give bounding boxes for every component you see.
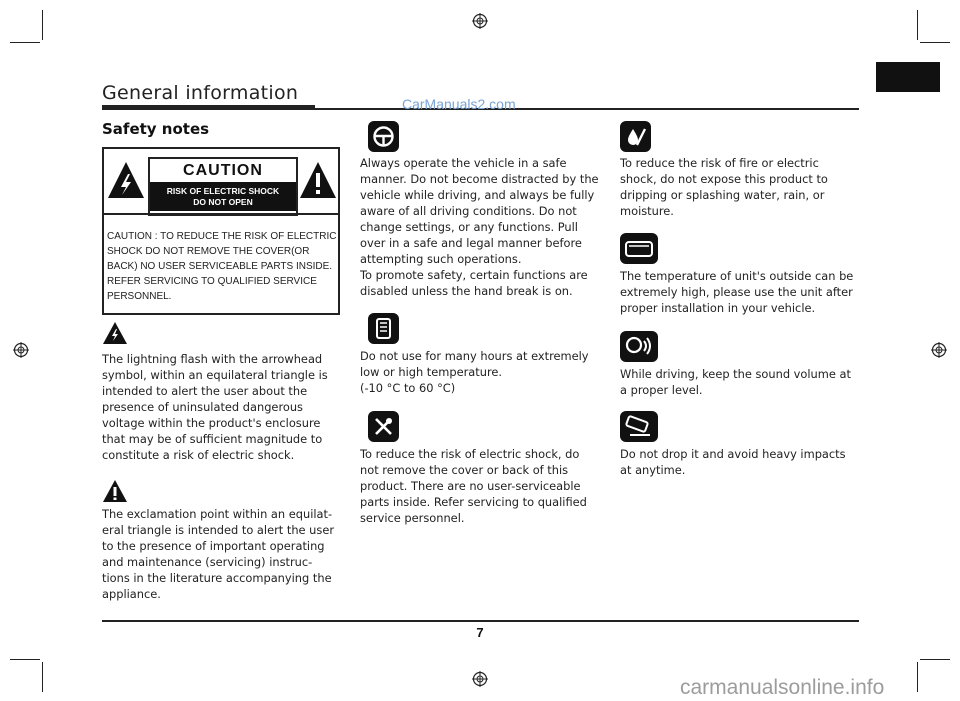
promote-safety-paragraph: To promote safety, certain functions are disabled unless the hand break is on.	[360, 268, 588, 298]
header-rule-accent	[102, 105, 315, 109]
lightning-description: The lightning flash with the arrowhead symbol, within an equilateral triangle is intended to alert the user about the presence of uninsulated dangerous voltage within the product's enclosure that may be of sufficient magnitude to constitute a risk of electric shock.	[102, 352, 328, 462]
no-tools-icon	[368, 411, 399, 442]
hot-unit-icon	[620, 233, 658, 264]
volume-text: While driving, keep the sound volume at a proper level.	[620, 367, 851, 397]
exclamation-triangle-icon	[298, 160, 338, 200]
no-water-icon	[620, 121, 651, 152]
caution-band-line1: RISK OF ELECTRIC SHOCK	[166, 186, 280, 196]
safety-notes-heading: Safety notes	[102, 120, 210, 138]
crop-mark	[917, 662, 918, 692]
crop-mark	[10, 42, 40, 43]
temperature-line1: Do not use for many hours at extremely low or high temperature.	[360, 349, 589, 379]
chapter-tab	[876, 62, 940, 92]
water-warning-text: To reduce the risk of fire or electric shock, do not expose this product to dripping or splashing water, rain, or moisture.	[620, 156, 828, 218]
crop-mark	[917, 10, 918, 40]
caution-text: CAUTION : TO REDUCE THE RISK OF ELECTRIC SHOCK DO NOT REMOVE THE COVER(OR BACK) NO USER SERVICEABLE PARTS INSIDE. REFER SERVICING TO QUALIFIED SERVICE PERSONNEL.	[107, 231, 337, 302]
crop-mark	[10, 659, 40, 660]
temperature-text	[360, 348, 600, 396]
caution-band	[150, 182, 296, 211]
exclamation-description: The exclamation point within an equilat-eral triangle is intended to alert the user to the presence of important operating and maintenance (servicing) instruc-tions in the literature accompanying the appliance.	[102, 507, 335, 601]
volume-icon	[620, 331, 658, 362]
crop-mark	[42, 662, 43, 692]
watermark-link[interactable]: CarManuals2.com	[402, 96, 516, 112]
thermometer-icon	[368, 313, 399, 344]
safe-driving-text	[360, 155, 600, 299]
steering-wheel-icon	[368, 121, 399, 152]
exclamation-triangle-icon	[103, 480, 127, 502]
registration-mark-icon	[13, 342, 29, 358]
drop-warning-text: Do not drop it and avoid heavy impacts at anytime.	[620, 447, 846, 477]
safe-driving-paragraph: Always operate the vehicle in a safe manner. Do not become distracted by the vehicle while driving, and always be fully aware of all driving conditions. Do not change settings, or any functions. Pull over in a safe and legal manner before attempting such operations.	[360, 156, 599, 266]
no-drop-icon	[620, 411, 658, 442]
registration-mark-icon	[472, 671, 488, 687]
registration-mark-icon	[472, 13, 488, 29]
crop-mark	[42, 10, 43, 40]
cover-warning-text: To reduce the risk of electric shock, do not remove the cover or back of this product. There are no user-serviceable parts inside. Refer servicing to qualified service personnel.	[360, 447, 587, 525]
outside-temperature-text: The temperature of unit's outside can be extremely high, please use the unit after proper installation in your vehicle.	[620, 269, 854, 315]
site-watermark: carmanualsonline.info	[680, 676, 885, 699]
crop-mark	[920, 659, 950, 660]
registration-mark-icon	[931, 342, 947, 358]
lightning-triangle-icon	[103, 322, 127, 344]
page-number: 7	[476, 625, 484, 640]
crop-mark	[920, 42, 950, 43]
caution-heading: CAUTION	[183, 162, 263, 179]
caution-band-line2: DO NOT OPEN	[193, 197, 253, 207]
footer-rule	[102, 620, 859, 622]
section-title: General information	[102, 82, 299, 104]
lightning-triangle-icon	[106, 160, 146, 200]
temperature-range: (-10 °C to 60 °C)	[360, 381, 456, 395]
